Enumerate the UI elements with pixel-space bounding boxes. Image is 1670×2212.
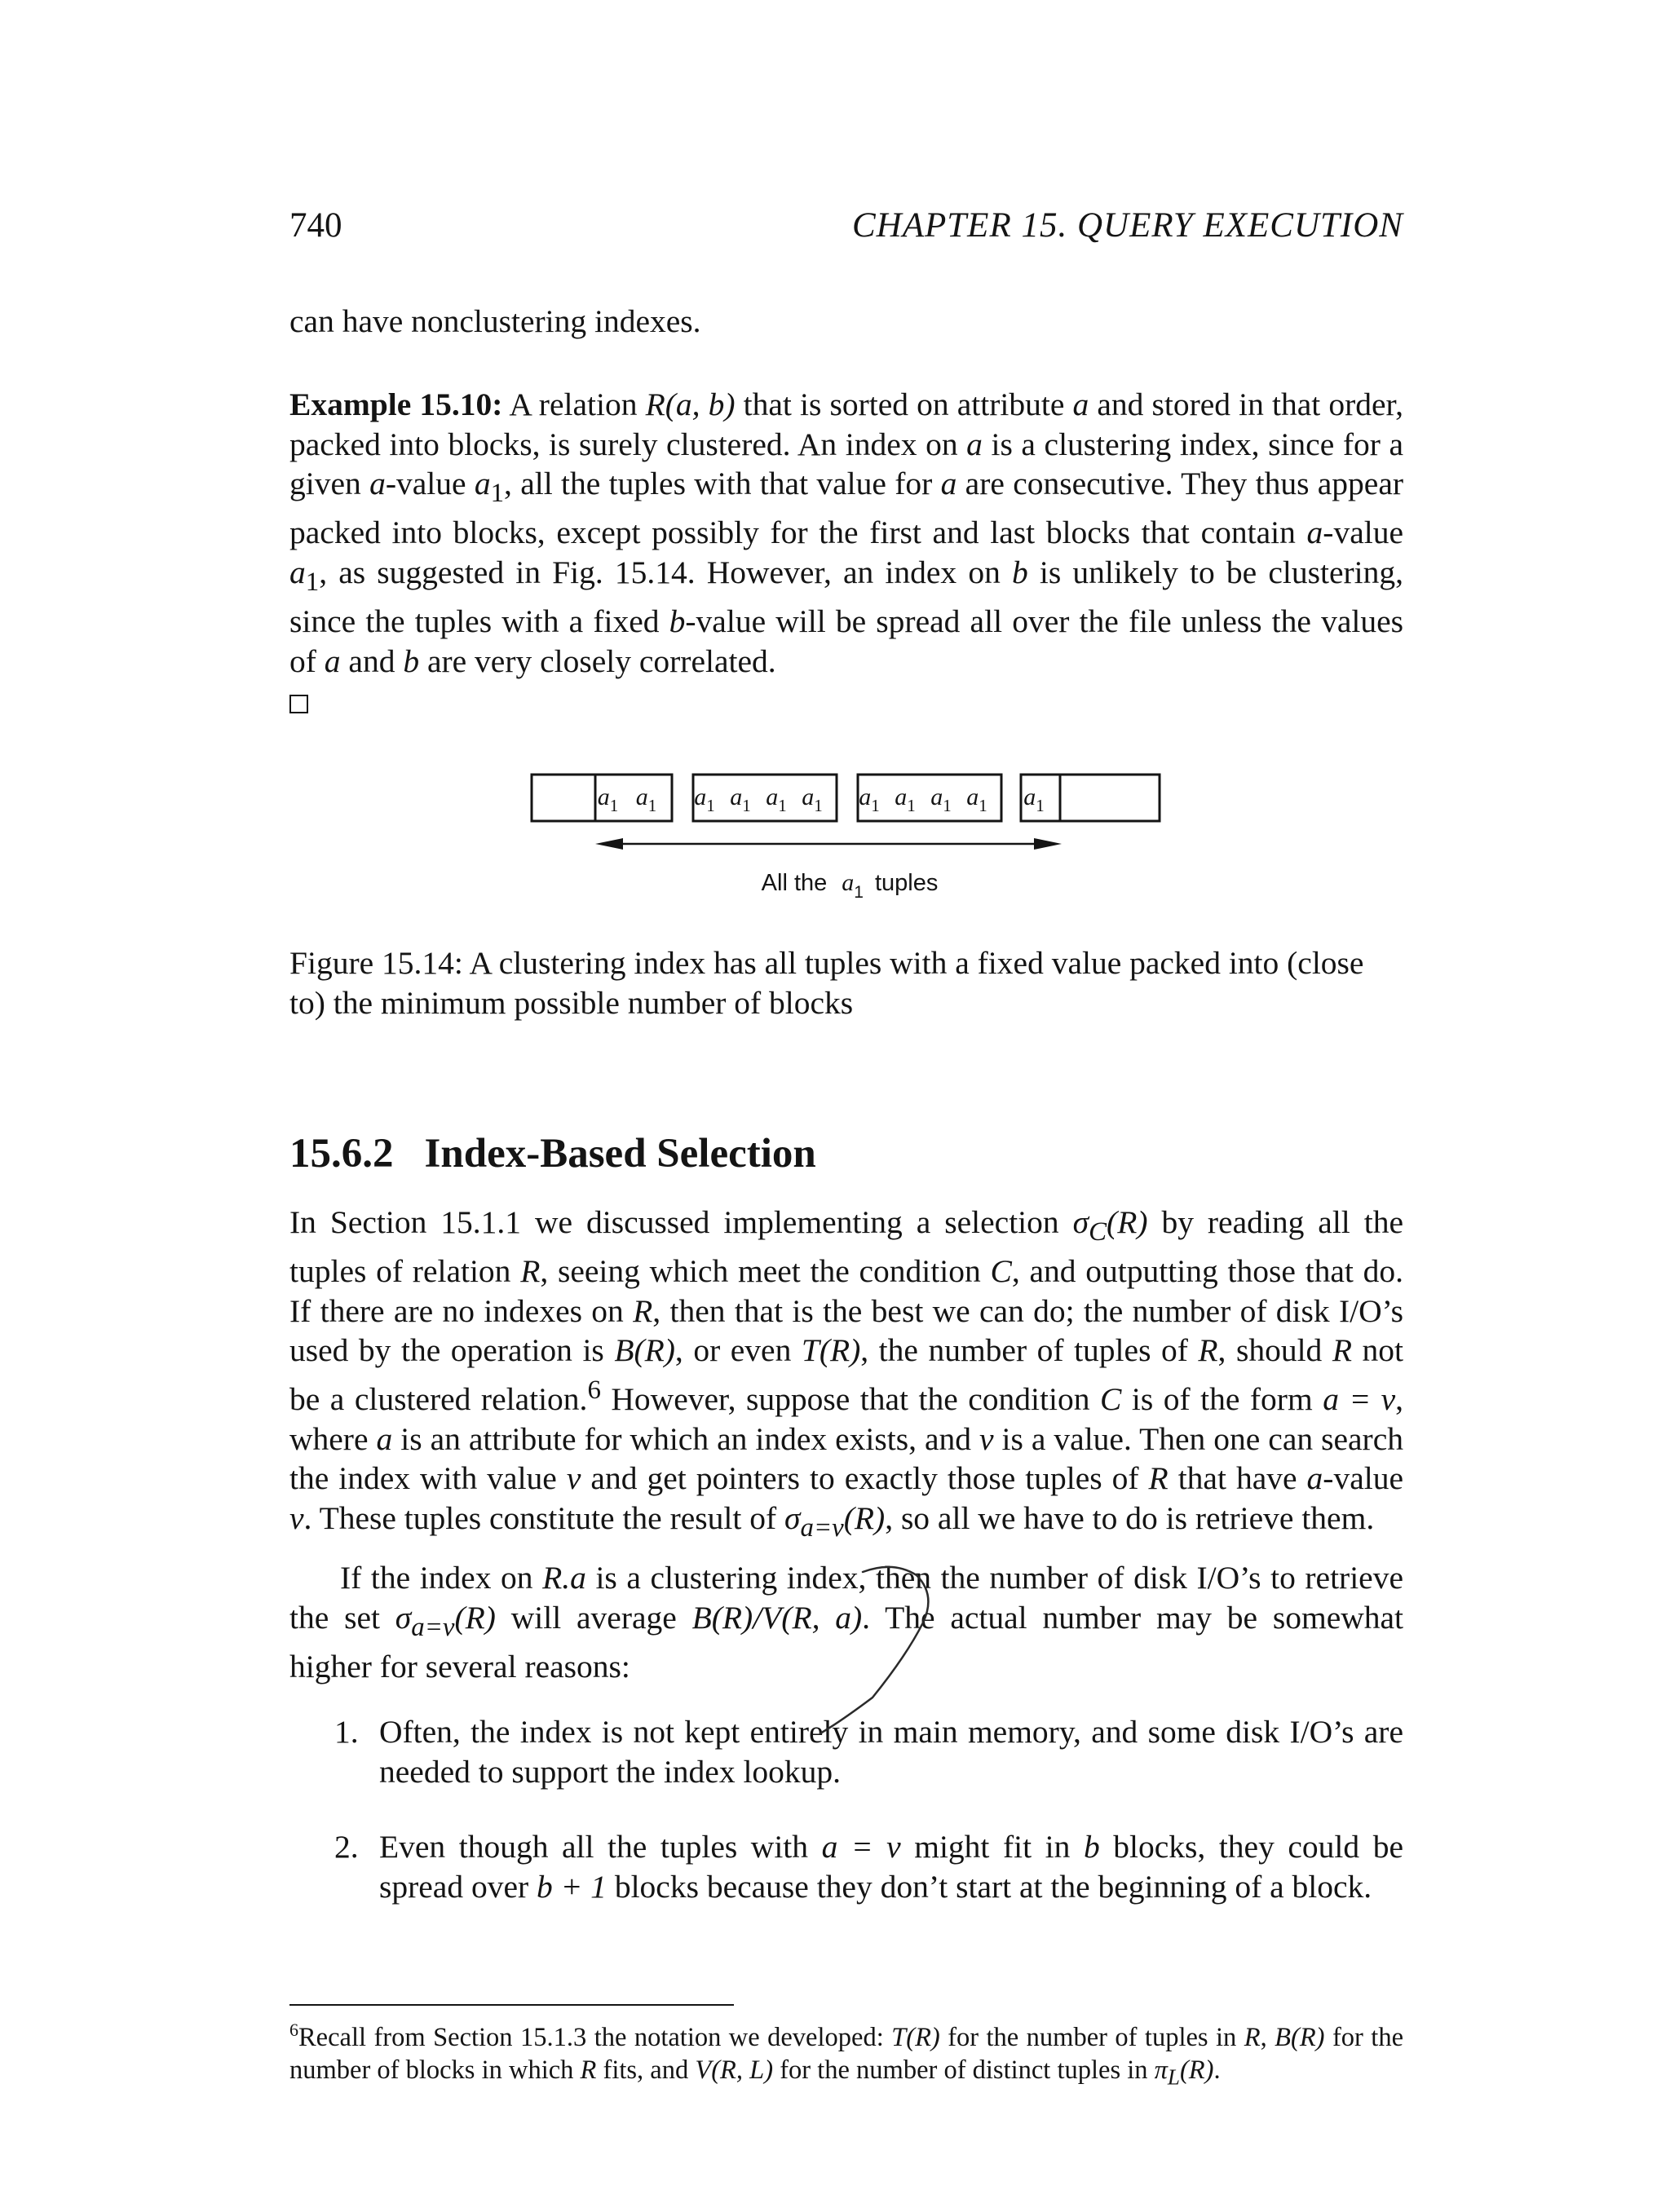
footnote-rule <box>289 2004 734 2006</box>
tuple-a1-label: $a_1$ <box>859 784 880 815</box>
tuple-a1-label: $a_1$ <box>930 784 952 815</box>
range-label: All the $a_1$ tuples <box>761 869 939 902</box>
range-arrow-left-head <box>595 838 623 850</box>
footnote-marker: 6 <box>587 1375 601 1405</box>
paragraph-index-selection: In Section 15.1.1 we discussed implementing a selection $\sigma_C(R)$ by reading all the tuples of relation R, seeing which meet the condition C, and outputting those that do. If there are no indexes on R, then that is the best we can do; the number of disk I/O’s used by the operation is B(R), or even T(R), the number of tuples of R, should R not be a clustered relation.$^6$ However, suppose that the condition C is of the form a = v, where a is an attribute for which an index exists, and v is a value. Then one can search the index with value v and get pointers to exactly those tuples of R that have a-value v. These tuples constitute the result of $\sigma_{a=v}(R)$, so all we have to do is retrieve them. <box>289 1204 1404 1543</box>
page: 740 CHAPTER 15. QUERY EXECUTION can have nonclustering indexes. Example 15.10: A relation R(a, b) that is sorted on attribute a and stored in that order, packed into blocks, is surely clustered. An index on a is a clustering index, since for a given a-value $a_1$, all the tuples with that value for a are consecutive. They thus appear packed into blocks, except possibly for the first and last blocks that contain a-value $a_1$, as suggested in Fig. 15.14. However, an index on b is unlikely to be clustering, since the tuples with a fixed b-value will be spread all over the file unless the values of a and b are very closely correlated. $a_1$ $a_1$ $a_1$ $a_1$ $a_1$ $a_1$ $a_1$ $a_1$ $a_1$ $a_1$ $a_1$ All the $a_1$ tuples Figure 15.14: A clustering index has all tuples with a fixed value packed into (close to) the minimum possible number of blocks 15.6.2 Index-Based Selection In Section 15.1.1 we discussed implementing a selection $\sigma_C(R)$ by reading all the tuples of relation R, seeing which meet the condition C, and outputting those that do. If there are no indexes on R, then that is the best we can do; the number of disk I/O’s used by the operation is B(R), or even T(R), the number of tuples of R, should R not be a clustered relation.$^6$ However, suppose that the condition C is of the form a = v, where a is an attribute for which an index exists, and v is a value. Then one can search the index with value v and get pointers to exactly those tuples of R that have a-value v. These tuples constitute the result of $\sigma_{a=v}(R)$, so all we have to do is retrieve them. If the index on R.a is a clustering index, then the number of disk I/O’s to retrieve the set $\sigma_{a=v}(R)$ will average B(R)/V(R, a). The actual number may be somewhat higher for several reasons: 1. Often, the index is not kept entirely in main memory, and some disk I/O’s are needed to support the index lookup. 2. Even though all the tuples with a = v might fit in b blocks, they could be spread over b + 1 blocks because they don’t start at the beginning of a block. $^6$Recall from Section 15.1.3 the notation we developed: T(R) for the number of tuples in R, B(R) for the number of blocks in which R fits, and V(R, L) for the number of distinct tuples in $\pi_L(R)$. <box>0 0 1670 2212</box>
running-head: CHAPTER 15. QUERY EXECUTION <box>852 206 1403 245</box>
tuple-a1-label: $a_1$ <box>802 784 823 815</box>
paragraph-clustering-index: If the index on R.a is a clustering index, then the number of disk I/O’s to retrieve the set $\sigma_{a=v}(R)$ will average B(R)/V(R, a). The actual number may be somewhat higher for several reasons: <box>289 1560 1404 1684</box>
paragraph-continuation: can have nonclustering indexes. <box>289 303 701 339</box>
range-arrow-right-head <box>1034 838 1062 850</box>
tuple-a1-label: $a_1$ <box>730 784 751 815</box>
section-heading <box>289 1130 816 1177</box>
section-number: 15.6.2 <box>289 1131 394 1177</box>
example-15-10: Example 15.10: A relation R(a, b) that is sorted on attribute a and stored in that order, packed into blocks, is surely clustered. An index on a is a clustering index, since for a given a-value $a_1$, all the tuples with that value for a are consecutive. They thus appear packed into blocks, except possibly for the first and last blocks that contain a-value $a_1$, as suggested in Fig. 15.14. However, an index on b is unlikely to be clustering, since the tuples with a fixed b-value will be spread all over the file unless the values of a and b are very closely correlated. <box>289 385 1403 721</box>
figure-15-14 <box>0 0 1670 905</box>
figure-caption: Figure 15.14: A clustering index has all tuples with a fixed value packed into (close to) the minimum possible number of blocks <box>289 945 1364 1021</box>
example-label: Example 15.10: <box>289 386 503 422</box>
section-title: Index-Based Selection <box>424 1131 816 1177</box>
tuple-a1-label: $a_1$ <box>1023 784 1045 815</box>
tuple-a1-label: $a_1$ <box>895 784 916 815</box>
tuple-a1-label: $a_1$ <box>597 784 619 815</box>
tuple-a1-label: $a_1$ <box>966 784 987 815</box>
tuple-a1-label: $a_1$ <box>635 784 657 815</box>
tuple-a1-label: $a_1$ <box>766 784 787 815</box>
footnote: $^6$Recall from Section 15.1.3 the notation we developed: T(R) for the number of tuples in R, B(R) for the number of blocks in which R fits, and V(R, L) for the number of distinct tuples in $\pi_L(R)$. <box>289 2020 1404 2090</box>
tuple-a1-label: $a_1$ <box>694 784 715 815</box>
page-number: 740 <box>289 206 342 245</box>
